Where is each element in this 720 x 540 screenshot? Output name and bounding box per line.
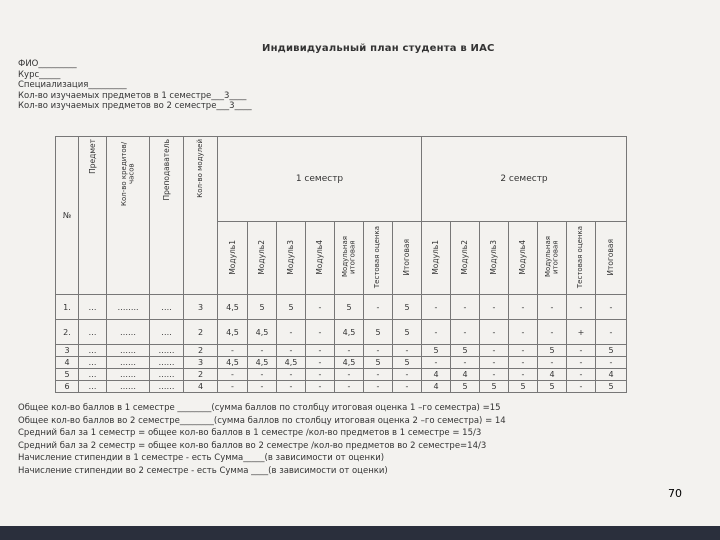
sem1-grade-cell: - xyxy=(364,369,393,381)
col-header-num: № xyxy=(56,137,79,295)
sem1-grade-cell: - xyxy=(218,369,248,381)
sem2-grade-cell: 5 xyxy=(422,345,451,357)
header-line-sem1-count: Кол-во изучаемых предметов в 1 семестре___3____ xyxy=(18,90,247,101)
sem2-grade-cell: 5 xyxy=(538,381,567,393)
sem2-grade-cell: 5 xyxy=(451,381,480,393)
sem1-sub-header: Модуль3 xyxy=(286,239,295,275)
sem1-grade-cell: - xyxy=(306,357,335,369)
sem2-grade-cell: - xyxy=(567,295,596,320)
sem1-grade-cell: - xyxy=(277,320,306,345)
row-credits: …….. xyxy=(107,295,150,320)
sem1-grade-cell: - xyxy=(306,320,335,345)
sem2-grade-cell: - xyxy=(509,369,538,381)
row-subject: … xyxy=(79,345,107,357)
sem2-grade-cell: - xyxy=(480,295,509,320)
note-line: Общее кол-во баллов в 1 семестре ________(сумма баллов по столбцу итоговая оценка 1 –го семестра) =15 xyxy=(18,403,501,413)
document-title: Индивидуальный план студента в ИАС xyxy=(262,43,495,54)
header-line-sem2-count: Кол-во изучаемых предметов во 2 семестре___3____ xyxy=(18,101,252,111)
sem1-grade-cell: - xyxy=(218,381,248,393)
row-teacher: …… xyxy=(150,345,184,357)
col-header-modules: Кол-во модулей xyxy=(195,139,204,198)
table-row xyxy=(56,295,627,320)
sem2-grade-cell: 5 xyxy=(596,381,627,393)
sem1-grade-cell: 5 xyxy=(248,295,277,320)
sem2-grade-cell: - xyxy=(422,295,451,320)
sem1-grade-cell: 4,5 xyxy=(218,320,248,345)
sem1-grade-cell: - xyxy=(335,345,364,357)
sem2-grade-cell: - xyxy=(451,357,480,369)
note-line: Средний бал за 1 семестр = общее кол-во баллов в 1 семестре /кол-во предметов в 1 семестре = 15/3 xyxy=(18,428,482,438)
col-header-sem1: 1 семестр xyxy=(218,137,422,222)
table-row xyxy=(56,345,627,357)
sem1-grade-cell: - xyxy=(393,369,422,381)
sem2-grade-cell: 4 xyxy=(596,369,627,381)
row-credits: …… xyxy=(107,381,150,393)
sem1-grade-cell: 5 xyxy=(335,295,364,320)
row-credits: …… xyxy=(107,345,150,357)
sem2-sub-header: Модуль2 xyxy=(460,239,469,275)
sem2-grade-cell: - xyxy=(567,369,596,381)
sem1-grade-cell: - xyxy=(393,381,422,393)
sem2-grade-cell: - xyxy=(538,357,567,369)
sem1-sub-header: Модуль4 xyxy=(315,239,324,275)
sem2-grade-cell: 5 xyxy=(538,345,567,357)
row-modules: 2 xyxy=(184,369,218,381)
note-line: Начисление стипендии во 2 семестре - есть Сумма ____(в зависимости от оценки) xyxy=(18,465,388,476)
sem2-grade-cell: + xyxy=(567,320,596,345)
sem2-grade-cell: 5 xyxy=(596,345,627,357)
sem2-sub-header: Модуль3 xyxy=(489,239,498,275)
sem2-grade-cell: 4 xyxy=(422,381,451,393)
sem2-grade-cell: - xyxy=(509,295,538,320)
sem1-grade-cell: 5 xyxy=(393,320,422,345)
sem1-grade-cell: - xyxy=(335,381,364,393)
sem2-grade-cell: - xyxy=(422,357,451,369)
sem2-grade-cell: - xyxy=(596,320,627,345)
sem1-grade-cell: 4,5 xyxy=(248,320,277,345)
sem1-grade-cell: - xyxy=(306,295,335,320)
table-row xyxy=(56,369,627,381)
sem1-grade-cell: - xyxy=(393,345,422,357)
row-teacher: …. xyxy=(150,320,184,345)
student-info-block xyxy=(18,59,252,112)
sem1-grade-cell: - xyxy=(277,381,306,393)
sem2-grade-cell: - xyxy=(596,357,627,369)
row-modules: 3 xyxy=(184,357,218,369)
sem2-grade-cell: - xyxy=(567,381,596,393)
sem1-grade-cell: - xyxy=(306,369,335,381)
sem2-grade-cell: - xyxy=(451,320,480,345)
row-subject: … xyxy=(79,320,107,345)
sem2-grade-cell: 4 xyxy=(451,369,480,381)
sem1-grade-cell: - xyxy=(248,381,277,393)
col-header-sem2: 2 семестр xyxy=(422,137,627,222)
row-teacher: …. xyxy=(150,295,184,320)
sem2-grade-cell: 5 xyxy=(480,381,509,393)
calculation-notes xyxy=(18,402,506,477)
row-number: 3 xyxy=(56,345,79,357)
sem2-sub-header: Модульная итоговая xyxy=(543,236,559,278)
row-credits: …… xyxy=(107,320,150,345)
sem2-grade-cell: - xyxy=(509,320,538,345)
sem1-grade-cell: 4,5 xyxy=(335,357,364,369)
sem2-grade-cell: - xyxy=(509,345,538,357)
sem1-grade-cell: - xyxy=(364,295,393,320)
sem2-grade-cell: 5 xyxy=(509,381,538,393)
sem2-sub-header: Тестовая оценка xyxy=(576,225,585,289)
page-number: 70 xyxy=(668,487,682,500)
note-line: Средний бал за 2 семестр = общее кол-во баллов во 2 семестре /кол-во предметов во 2 семестре=14/3 xyxy=(18,440,487,451)
sem1-grade-cell: 5 xyxy=(364,320,393,345)
table-row xyxy=(56,320,627,345)
sem1-grade-cell: - xyxy=(364,345,393,357)
header-line-specialization: Специализация_________ xyxy=(18,80,127,90)
sem2-grade-cell: - xyxy=(451,295,480,320)
sem2-sub-header: Модуль4 xyxy=(518,239,527,275)
sem1-grade-cell: - xyxy=(364,381,393,393)
sem2-sub-header: Итоговая xyxy=(606,238,615,276)
slide-footer-bar xyxy=(0,526,720,540)
sem1-sub-header: Итоговая xyxy=(402,238,411,276)
sem2-sub-header: Модуль1 xyxy=(431,239,440,275)
sem1-grade-cell: 4,5 xyxy=(277,357,306,369)
table-row xyxy=(56,357,627,369)
row-teacher: …… xyxy=(150,369,184,381)
row-number: 1. xyxy=(56,295,79,320)
sem2-grade-cell: - xyxy=(509,357,538,369)
sem1-grade-cell: 4,5 xyxy=(335,320,364,345)
sem1-grade-cell: - xyxy=(218,345,248,357)
row-subject: … xyxy=(79,369,107,381)
sem1-grade-cell: 4,5 xyxy=(248,357,277,369)
col-header-credits: Кол-во кредитов/часов xyxy=(119,141,135,207)
row-subject: … xyxy=(79,381,107,393)
sem1-grade-cell: 5 xyxy=(393,357,422,369)
row-number: 4 xyxy=(56,357,79,369)
row-teacher: …… xyxy=(150,381,184,393)
sem2-grade-cell: - xyxy=(480,320,509,345)
row-subject: … xyxy=(79,295,107,320)
row-teacher: …… xyxy=(150,357,184,369)
sem2-grade-cell: - xyxy=(567,345,596,357)
study-plan-table xyxy=(55,136,627,393)
sem1-sub-header: Тестовая оценка xyxy=(373,225,382,289)
sem1-sub-header: Модуль1 xyxy=(227,239,237,275)
row-modules: 2 xyxy=(184,345,218,357)
table-row xyxy=(56,381,627,393)
sem1-grade-cell: 4,5 xyxy=(218,357,248,369)
sem2-grade-cell: - xyxy=(538,295,567,320)
header-line-course: Курс_____ xyxy=(18,69,61,80)
row-subject: … xyxy=(79,357,107,369)
sem1-grade-cell: 5 xyxy=(277,295,306,320)
sem2-grade-cell: 4 xyxy=(422,369,451,381)
row-number: 2. xyxy=(56,320,79,345)
sem2-grade-cell: - xyxy=(422,320,451,345)
sem1-grade-cell: - xyxy=(306,345,335,357)
row-number: 5 xyxy=(56,369,79,381)
row-modules: 4 xyxy=(184,381,218,393)
sem1-grade-cell: - xyxy=(248,369,277,381)
sem1-grade-cell: - xyxy=(277,369,306,381)
sem2-grade-cell: - xyxy=(480,345,509,357)
sem2-grade-cell: - xyxy=(567,357,596,369)
sem1-grade-cell: 5 xyxy=(364,357,393,369)
sem1-sub-header: Модуль2 xyxy=(257,239,266,275)
sem1-grade-cell: - xyxy=(277,345,306,357)
note-line: Начисление стипендии в 1 семестре - есть Сумма_____(в зависимости от оценки) xyxy=(18,453,385,463)
row-number: 6 xyxy=(56,381,79,393)
sem2-grade-cell: - xyxy=(480,369,509,381)
sem2-grade-cell: 5 xyxy=(451,345,480,357)
row-credits: …… xyxy=(107,369,150,381)
sem1-grade-cell: 5 xyxy=(393,295,422,320)
sem2-grade-cell: - xyxy=(538,320,567,345)
table-body xyxy=(56,295,627,393)
sem1-grade-cell: 4,5 xyxy=(218,295,248,320)
sem2-grade-cell: - xyxy=(596,295,627,320)
sem1-grade-cell: - xyxy=(306,381,335,393)
row-credits: …… xyxy=(107,357,150,369)
sem1-sub-header: Модульная итоговая xyxy=(340,236,356,278)
note-line: Общее кол-во баллов во 2 семестре________(сумма баллов по столбцу итоговая оценка 2 –го семестра) = 14 xyxy=(18,415,506,426)
sem1-grade-cell: - xyxy=(248,345,277,357)
row-modules: 3 xyxy=(184,295,218,320)
row-modules: 2 xyxy=(184,320,218,345)
sem1-grade-cell: - xyxy=(335,369,364,381)
col-header-subject: Предмет xyxy=(87,139,97,174)
header-line-name: ФИО_________ xyxy=(18,59,77,69)
col-header-teacher: Преподаватель xyxy=(161,139,171,201)
sem2-grade-cell: - xyxy=(480,357,509,369)
sem2-grade-cell: 4 xyxy=(538,369,567,381)
